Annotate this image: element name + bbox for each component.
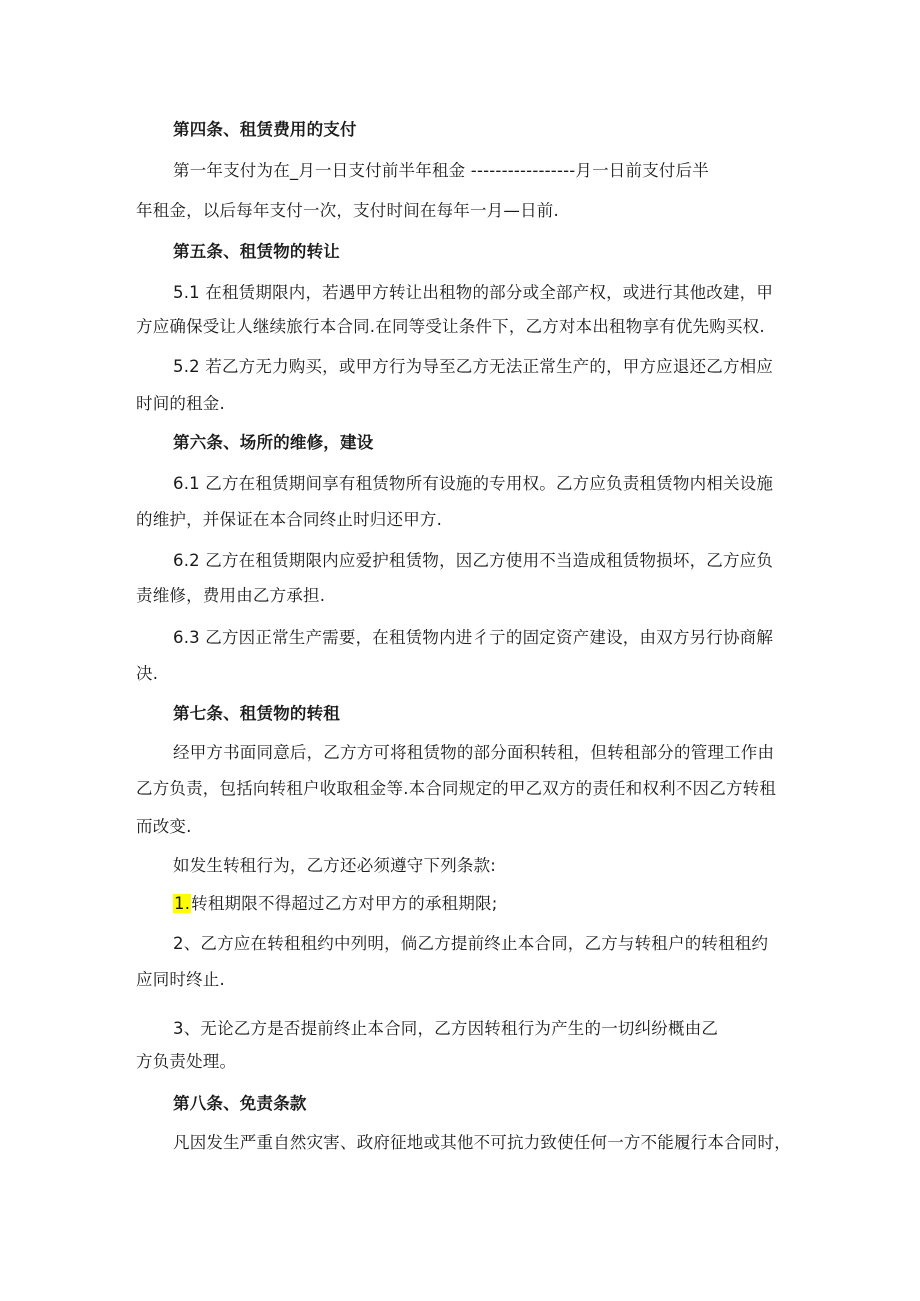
- article-7-para-1-line-1: 经甲方书面同意后，乙方方可将租赁物的部分面积转租，但转租部分的管理工作由: [173, 743, 775, 762]
- article-4-text-line-1: 第一年支付为在_月一日支付前半年租金 -----------------月一日前支付后半: [173, 161, 710, 180]
- article-7-heading: 第七条、租赁物的转租: [173, 704, 340, 723]
- clause-6-2-line-1: 6.2 乙方在租赁期限内应爱护租赁物，因乙方使用不当造成租赁物损坏，乙方应负: [173, 551, 774, 570]
- sublet-item-3-line-1: 3、无论乙方是否提前终止本合同，乙方因转租行为产生的一切纠纷概由乙: [173, 1019, 719, 1038]
- clause-5-1-line-2: 方应确保受让人继续旅行本合同.在同等受让条件下，乙方对本出租物享有优先购买权.: [136, 317, 765, 336]
- clause-6-1-line-1: 6.1 乙方在租赁期间享有租赁物所有设施的专用权。乙方应负责租赁物内相关设施: [173, 474, 774, 493]
- article-8-heading: 第八条、免责条款: [173, 1094, 307, 1113]
- sublet-item-1: [173, 893, 498, 915]
- sublet-item-2-line-2: 应同时终止.: [136, 970, 225, 989]
- article-8-text-line-1: 凡因发生严重自然灾害、政府征地或其他不可抗力致使任何一方不能履行本合同时，: [173, 1133, 791, 1152]
- sublet-item-2-line-1: 2、乙方应在转租租约中列明，倘乙方提前终止本合同，乙方与转租户的转租租约: [173, 934, 769, 953]
- sublet-item-1-text: 转租期限不得超过乙方对甲方的承租期限;: [191, 894, 498, 913]
- article-7-para-2: 如发生转租行为，乙方还必须遵守下列条款:: [173, 856, 497, 875]
- clause-5-1-line-1: 5.1 在租赁期限内，若遇甲方转让出租物的部分或全部产权，或进行其他改建，甲: [173, 283, 774, 302]
- clause-6-2-line-2: 责维修，费用由乙方承担.: [136, 586, 326, 605]
- article-4-text-line-2: 年租金，以后每年支付一次，支付时间在每年一月—日前.: [136, 201, 559, 220]
- article-7-para-1-line-2: 乙方负责，包括向转租户收取租金等.本合同规定的甲乙双方的责任和权利不因乙方转租: [136, 779, 777, 798]
- sublet-item-3-line-2: 方负责处理。: [136, 1052, 237, 1071]
- clause-5-2-line-1: 5.2 若乙方无力购买，或甲方行为导至乙方无法正常生产的，甲方应退还乙方相应: [173, 357, 774, 376]
- clause-6-3-line-1: 6.3 乙方因正常生产需要，在租赁物内进彳亍的固定资产建设，由双方另行协商解: [173, 628, 774, 647]
- article-7-para-1-line-3: 而改变.: [136, 817, 192, 836]
- article-4-heading: 第四条、租赁费用的支付: [173, 120, 357, 139]
- clause-6-1-line-2: 的维护，并保证在本合同终止时归还甲方.: [136, 510, 443, 529]
- highlighted-number: 1.: [174, 894, 191, 913]
- clause-6-3-line-2: 决.: [136, 664, 159, 683]
- article-6-heading: 第六条、场所的维修，建设: [173, 433, 374, 452]
- article-5-heading: 第五条、租赁物的转让: [173, 242, 340, 261]
- clause-5-2-line-2: 时间的租金.: [136, 394, 225, 413]
